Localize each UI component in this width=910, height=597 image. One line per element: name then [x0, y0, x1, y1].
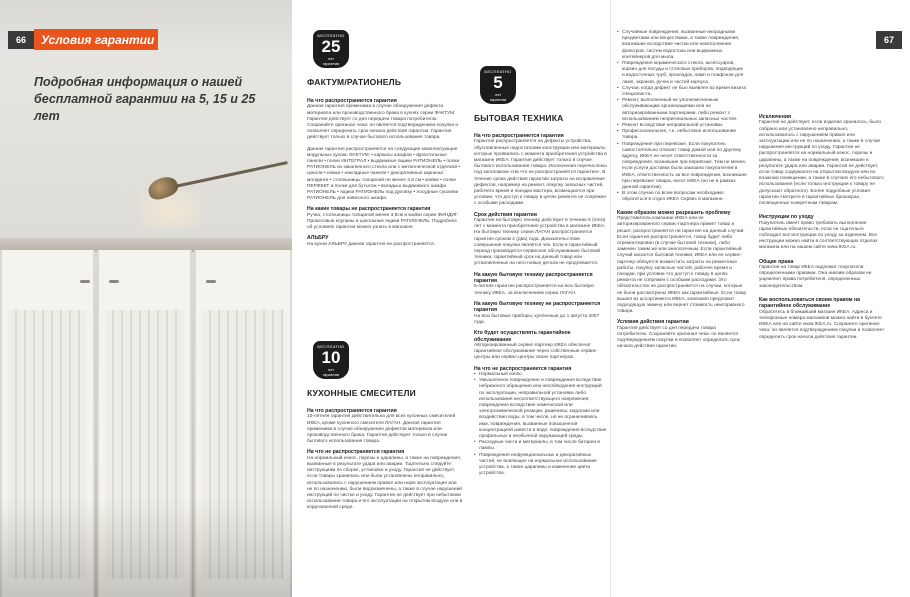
- badge-unit: лет: [494, 92, 502, 97]
- badge-label: БЕСПЛАТНО: [317, 344, 345, 349]
- paragraph: На всю бытовые приборы, купленные до 1 августа 2007 года.: [474, 313, 600, 325]
- list-item: • Ремонт вследствие неправильной установки.: [617, 123, 747, 129]
- page-number-right: 67: [876, 31, 902, 49]
- column-2: [474, 113, 608, 477]
- subheading: Исключения: [759, 114, 792, 120]
- subheading: На какую бытовую технику распространяется гарантия: [474, 271, 593, 285]
- list-item: • Нормальный износ.: [474, 372, 608, 378]
- paragraph: На кухни АЛЬБРУ данная гарантия не распространяется.: [307, 241, 436, 247]
- paragraph: Представитель компании ИКЕА или ее авторизированного сервис-партнера примет товар и решит, распространяется ли гарантия на данный случай. Если гарантия распространяется, товар будет либо отремонтирован (в случае бытовой техники), либо заменен таким же или аналогичным. Если гарантийный случай касается бытовой техники, ИКЕА или ее сервис-партнер обязуется возместить затраты на ремонтные работы, покупку запасных частей, рабочее время и поездки, при условии что доступ к товару в целях ремонта не сопряжен с особыми расходами. Это обязательство не распространяется на случаи, которые не были рассмотрены ИКЕА как гарантийные. Если товар вышел из ассортимента ИКЕА, компания предложит подходящую замену или вернет стоимость неисправного товара.: [617, 216, 747, 315]
- badge-unit: лет: [327, 367, 335, 372]
- column-1-lower: [307, 388, 463, 512]
- subheading: Как воспользоваться своим правом на гарантийное обслуживание: [759, 296, 860, 310]
- paragraph: Гарантия распространяется на дефекты устройства, обусловленные недостатками конструкции или материала, которые проявились с момента приобретения устройства в магазине ИКЕА. Гарантия действует только в случае бытового использования товара. Исключения перечислены под заголовком «На что не распространяется гарантия». В течение срока действия гарантии затраты на исправление дефектов, например на ремонт, покупку запасных частей, рабочего время и поездки мастера, возмещаются при условии, что доступ к товару в целях ремонта не сопряжен с особыми расходами.: [474, 139, 607, 207]
- subheading: На какие товары не распространяется гарантия: [307, 206, 431, 213]
- subheading: На какую бытовую технику не распространяется гарантия: [474, 300, 601, 314]
- subheading: На что распространяется гарантия: [474, 133, 564, 139]
- section-title: БЫТОВАЯ ТЕХНИКА: [474, 113, 564, 123]
- subheading: Каким образом можно разрешить проблему: [617, 209, 731, 216]
- subheading: На что распространяется гарантия: [307, 408, 397, 414]
- column-3: [617, 30, 747, 351]
- list-item: • Повреждения нефункциональных и декоративных частей, не влияющие на нормальное использование устройства, а также царапины и изменение цвета устройства.: [474, 453, 608, 478]
- badge-unit: лет: [327, 56, 335, 61]
- paragraph: Авторизированный сервис-партнер ИКЕА обеспечат гарантийное обслуживание через собственные сервис-центры или сервис-центры своих партнеров.: [474, 342, 598, 361]
- badge-10-years: [313, 341, 349, 379]
- list-item: • В этом случае по всем вопросам необходимо обратиться в отдел ИКЕА Сервис в магазине.: [617, 191, 747, 203]
- page-number-left: 66: [8, 31, 34, 49]
- badge-number: 10: [321, 348, 341, 367]
- section-header: Условия гарантии: [34, 29, 158, 50]
- badge-number: 25: [321, 37, 341, 56]
- paragraph: На нормальный износ, порезы и царапины, а также на повреждения, вызванные в результате удара или аварии. Тщательно следуйте инструкциям по сборке, установке и уходу. Гарантия не действует, если товары хранились или были установлены неправильно, использовались с нарушением правил или норм эксплуатации или не по назначению, были видоизменены, а также в случае нарушений инструкций по чистке и уходу. Гарантия не действует при небытовом использовании товара и его эксплуатации на открытом воздухе или в коррозионной среде.: [307, 455, 463, 511]
- list-item: • Расходные части и материалы, в том числе батареи и лампы.: [474, 440, 608, 452]
- list-item: • Повреждение при перевозке. Если покупатель самостоятельно отвозит товар домой или по другому адресу, ИКЕА не несет ответственности за повреждения, возникшие при перевозке. Тем не менее, если услуги доставки была заказана покупателем в ИКЕА, ответственность за все повреждения, возникшие при перевозке товара, несет ИКЕА (но не в рамках данной гарантии).: [617, 142, 747, 192]
- page-headline: Подробная информация о нашей бесплатной гарантии на 5, 15 и 25 лет: [34, 75, 256, 123]
- column-1: [307, 77, 463, 248]
- paragraph: Данная гарантия распространяется на следующие комплектующие модульных кухонь ФАКТУМ: • каркасы шкафов • фронтальные панели • полки ИНТЕГРАЛ • выдвижные ящики РАТИОНЕЛЬ • полки РАТИОНЕЛЬ из закаленного стекла или с металлической отделкой • цоколи • ножки • накладные панели • декоративные карнизы/молдинги • столешницы толщиной не менее 3,8 см • мойки • полки ПЕРФЕКТ и полки для бутылок • вкладыш выдвижного шкафа РАТИОНЕЛЬ • ящики РАТИОНЕЛЬ под духовку • посудные сушилки РАТИОНЕЛЬ для навесного шкафа.: [307, 146, 461, 202]
- paragraph: Обратитесь в ближайший магазин ИКЕА. Адреса и телефонные номера магазинов можно найти в буклете ИКЕА или на сайте www.IKEA.ru. Сохраните оригинал чека: он является подтверждением покупки и позволяет определить срок начала действия гарантии.: [759, 309, 885, 340]
- subheading: Кто будет осуществлять гарантийное обслуживание: [474, 330, 571, 343]
- column-4: [759, 114, 885, 341]
- subheading: На что распространяется гарантия: [307, 98, 397, 104]
- badge-label: БЕСПЛАТНО: [317, 33, 345, 38]
- subheading: На что не распространяется гарантия: [307, 449, 405, 456]
- subheading: Общие права: [759, 258, 794, 265]
- section-title: ФАКТУМ/РАТИОНЕЛЬ: [307, 77, 402, 87]
- paragraph: Гарантия на бытовую технику действует в течение 5 (пяти) лет с момента приобретения устройства в магазине ИКЕА. На бытовую технику серии ЛАГАН распространяется гарантия сроком 2 (два) года. Доказательством совершения покупки является чек. Если в гарантийный период производится сервисное обслуживание бытовой техники, гарантийный срок на данный товар или установленные на него новые детали не продлевается.: [474, 218, 606, 267]
- list-item: • Случайные повреждения, вызванные инородными предметами или веществами, а также повреждения, возникшие вследствие чистки или неисполнения фильтров, систем водостока или выдвижных контейнеров для мыла.: [617, 30, 747, 61]
- paragraph: 10-летняя гарантия действительна для всех кухонных смесителей ИКЕА, кроме кухонного смесителя ЛАГАН. Данная гарантия применима в случае обнаружения дефектов материала или производственного брака. Гарантия действует только в случае бытового использования товара.: [307, 414, 456, 445]
- page-gutter: [610, 0, 611, 597]
- badge-caption: гарантии: [322, 372, 340, 377]
- section-title: КУХОННЫЕ СМЕСИТЕЛИ: [307, 388, 416, 398]
- exclusions-list-continued: [617, 30, 747, 204]
- subheading: Срок действия гарантии: [474, 211, 537, 218]
- subheading: Условия действия гарантии: [617, 319, 689, 326]
- badge-caption: гарантии: [322, 61, 340, 66]
- exclusions-list: [474, 372, 608, 477]
- list-item: • Ремонт, выполненный не уполномоченным обслуживающим организациями или не авторизированными партнерами, либо ремонт с использованием неоригинальных запасных частей.: [617, 98, 747, 123]
- paragraph: Данная гарантия применима в случае обнаружения дефекта материала или производственного брака в кухнях серии ФАКТУМ. Гарантия действует со дня передачи товара потребителю. Сохраняйте оригинал чека: он является подтверждением покупки и позволяет определить срок начала действия гарантии. Гарантия действует только в случае бытового использования товара.: [307, 104, 459, 141]
- badge-5-years: [480, 66, 516, 104]
- subheading: Инструкции по уходу: [759, 214, 814, 221]
- list-item: • Профессиональное, т.е. небытовое использование товара.: [617, 129, 747, 141]
- badge-number: 5: [493, 73, 503, 92]
- subheading: На что не распространяется гарантия: [474, 365, 572, 372]
- badge-label: БЕСПЛАТНО: [484, 69, 512, 74]
- subheading: АЛЬБРУ: [307, 235, 329, 242]
- paragraph: Гарантия не действует, если изделие хранилось, было собрано или установлено неправильно, использовалось с нарушением правил или эксплуатации или не по назначению, а также в случае нарушения инструкций по уходу. Гарантия не распространяется на нормальный износ, порезы и царапины, а также на повреждения, возникшие в результате удара или аварии. Гарантия не действует, если товар содержался на открытом воздухе или во влажном помещении, а также в случаях его небытового использования (если только инструкции к товару не допускают обратного). Более подробные условия гарантии смотрите в гарантийных брошюрах, посвященных конкретным товарам.: [759, 120, 884, 207]
- list-item: • Умышленное повреждение и повреждения вследствие небрежного обращения или несоблюдения инструкций по эксплуатации, неправильной установки либо использования несоответствующего напряжения; повреждения вследствие химической или электрохимической реакции, ржавчины, коррозии или воздействия воды, в том числе, но не ограничиваясь ими, повреждения, вызванные повышенной концентрацией извести в воде; повреждения вследствие профильных и необычной окружающей среды.: [474, 378, 608, 440]
- list-item: • Повреждения керамического стекла, аксессуаров, корзин для посуды и столовых приборов, подводящих и водосточных труб, прокладок, ламп и плафонов для ламп, экранов, ручек и частей корпуса.: [617, 61, 747, 86]
- paragraph: Покупатель имеет право требовать выполнения гарантийных обязательств, если он тщательно соблюдал все инструкции по уходу за изделием. Все инструкции можно найти в соответствующих отделах магазина или на нашем сайте www.IKEA.ru.: [759, 220, 878, 251]
- list-item: • Случаи, когда дефект не был выявлен во время визита специалиста.: [617, 86, 747, 98]
- paragraph: Гарантия действует со дня передачи товара потребителю. Сохраняйте оригинал чека: он является подтверждением покупки и позволяет определить срок начала действия гарантии.: [617, 325, 740, 350]
- paragraph: Гарантия на товар ИКЕА надлежит покупатели определенными правами. Она никоим образом не ущемляет права потребителя, определенных законодательством.: [759, 265, 872, 289]
- lamp-arm: [170, 161, 288, 189]
- badge-25-years: [313, 30, 349, 68]
- paragraph: Ручка, столешницы толщиной менее 3,8см и мойки серии ФИНДИГ. Прокосовые клупаны и цокольные ящики РАТИОНЕЛЬ. Подробнее об условиях гарантии можно узнать в магазине.: [307, 212, 459, 231]
- badge-caption: гарантии: [489, 97, 507, 102]
- paragraph: 5-летняя гарантия распространяется на всю бытовую технику ИКЕА, за исключением серии ЛАГАН.: [474, 284, 594, 296]
